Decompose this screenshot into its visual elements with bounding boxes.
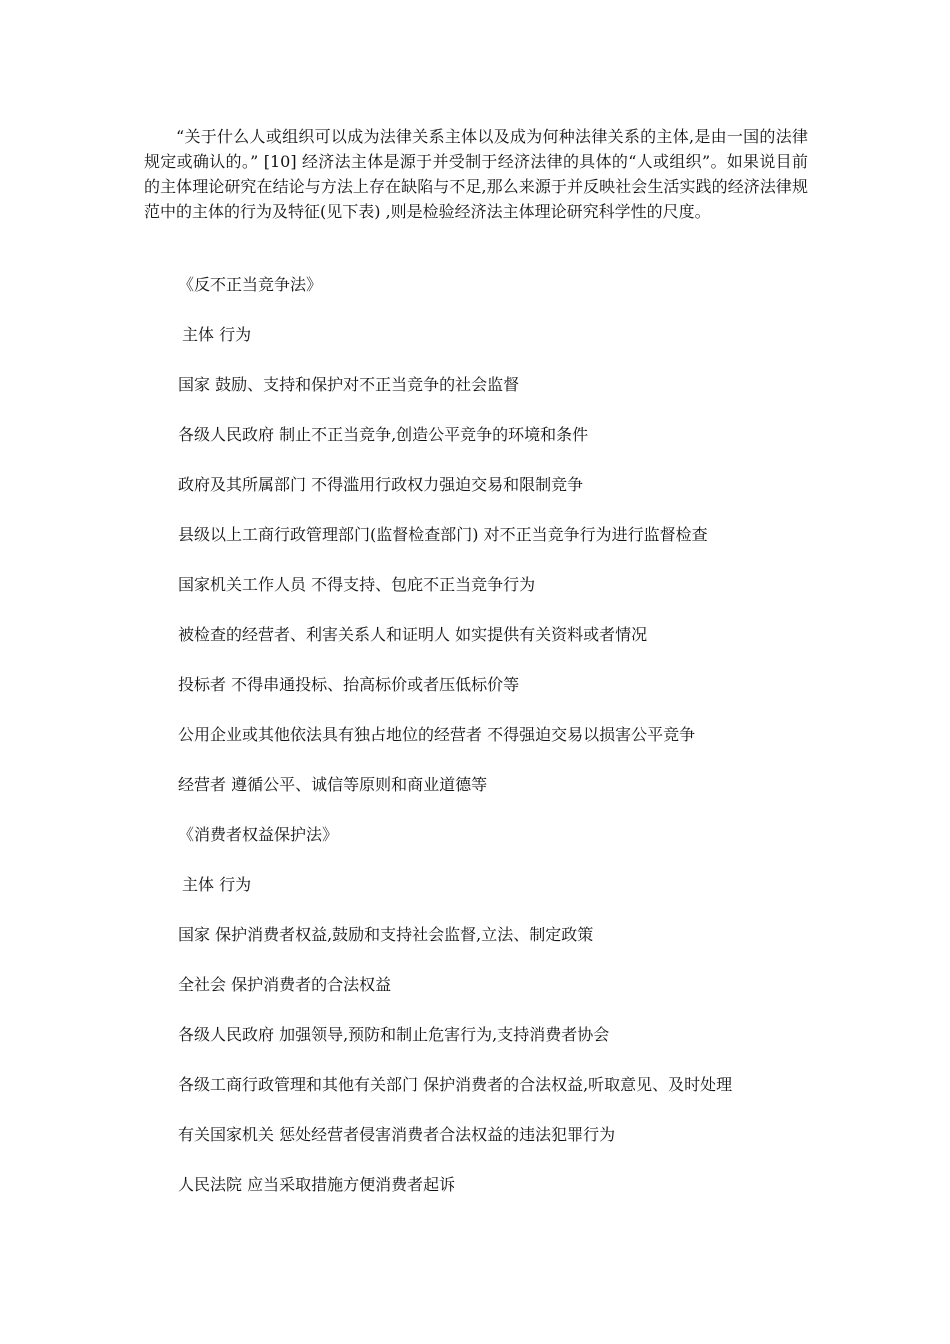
table-row: 人民法院 应当采取措施方便消费者起诉 [178,1175,456,1194]
table-row: 国家机关工作人员 不得支持、包庇不正当竞争行为 [178,575,536,594]
section-title-anti-unfair-competition: 《反不正当竞争法》 [178,275,323,294]
table-row: 各级人民政府 制止不正当竞争,创造公平竞争的环境和条件 [178,425,589,444]
table-row: 政府及其所属部门 不得滥用行政权力强迫交易和限制竞争 [178,475,584,494]
table-row: 投标者 不得串通投标、抬高标价或者压低标价等 [178,675,520,694]
table-row: 被检查的经营者、利害关系人和证明人 如实提供有关资料或者情况 [178,625,648,644]
table-row: 经营者 遵循公平、诚信等原则和商业道德等 [178,775,488,794]
table-row: 县级以上工商行政管理部门(监督检查部门) 对不正当竞争行为进行监督检查 [178,525,708,544]
table-row: 各级工商行政管理和其他有关部门 保护消费者的合法权益,听取意见、及时处理 [178,1075,733,1094]
table-row: 各级人民政府 加强领导,预防和制止危害行为,支持消费者协会 [178,1025,610,1044]
table-row: 有关国家机关 惩处经营者侵害消费者合法权益的违法犯罪行为 [178,1125,616,1144]
table-row: 国家 保护消费者权益,鼓励和支持社会监督,立法、制定政策 [178,925,594,944]
table-row: 公用企业或其他依法具有独占地位的经营者 不得强迫交易以损害公平竞争 [178,725,696,744]
table-header: 主体 行为 [182,875,252,894]
section-title-consumer-protection: 《消费者权益保护法》 [178,825,339,844]
intro-paragraph: “关于什么人或组织可以成为法律关系主体以及成为何种法律关系的主体,是由一国的法律规定或确认的。” [10] 经济法主体是源于并受制于经济法律的具体的“人或组织”。如果说目前的主体理论研究在结论与方法上存在缺陷与不足,那么来源于并反映社会生活实践的经济法律规范中的主体的行为及特征(见下表) ,则是检验经济法主体理论研究科学性的尺度。 [144,127,808,221]
table-header: 主体 行为 [182,325,252,344]
table-row: 全社会 保护消费者的合法权益 [178,975,392,994]
table-row: 国家 鼓励、支持和保护对不正当竞争的社会监督 [178,375,520,394]
